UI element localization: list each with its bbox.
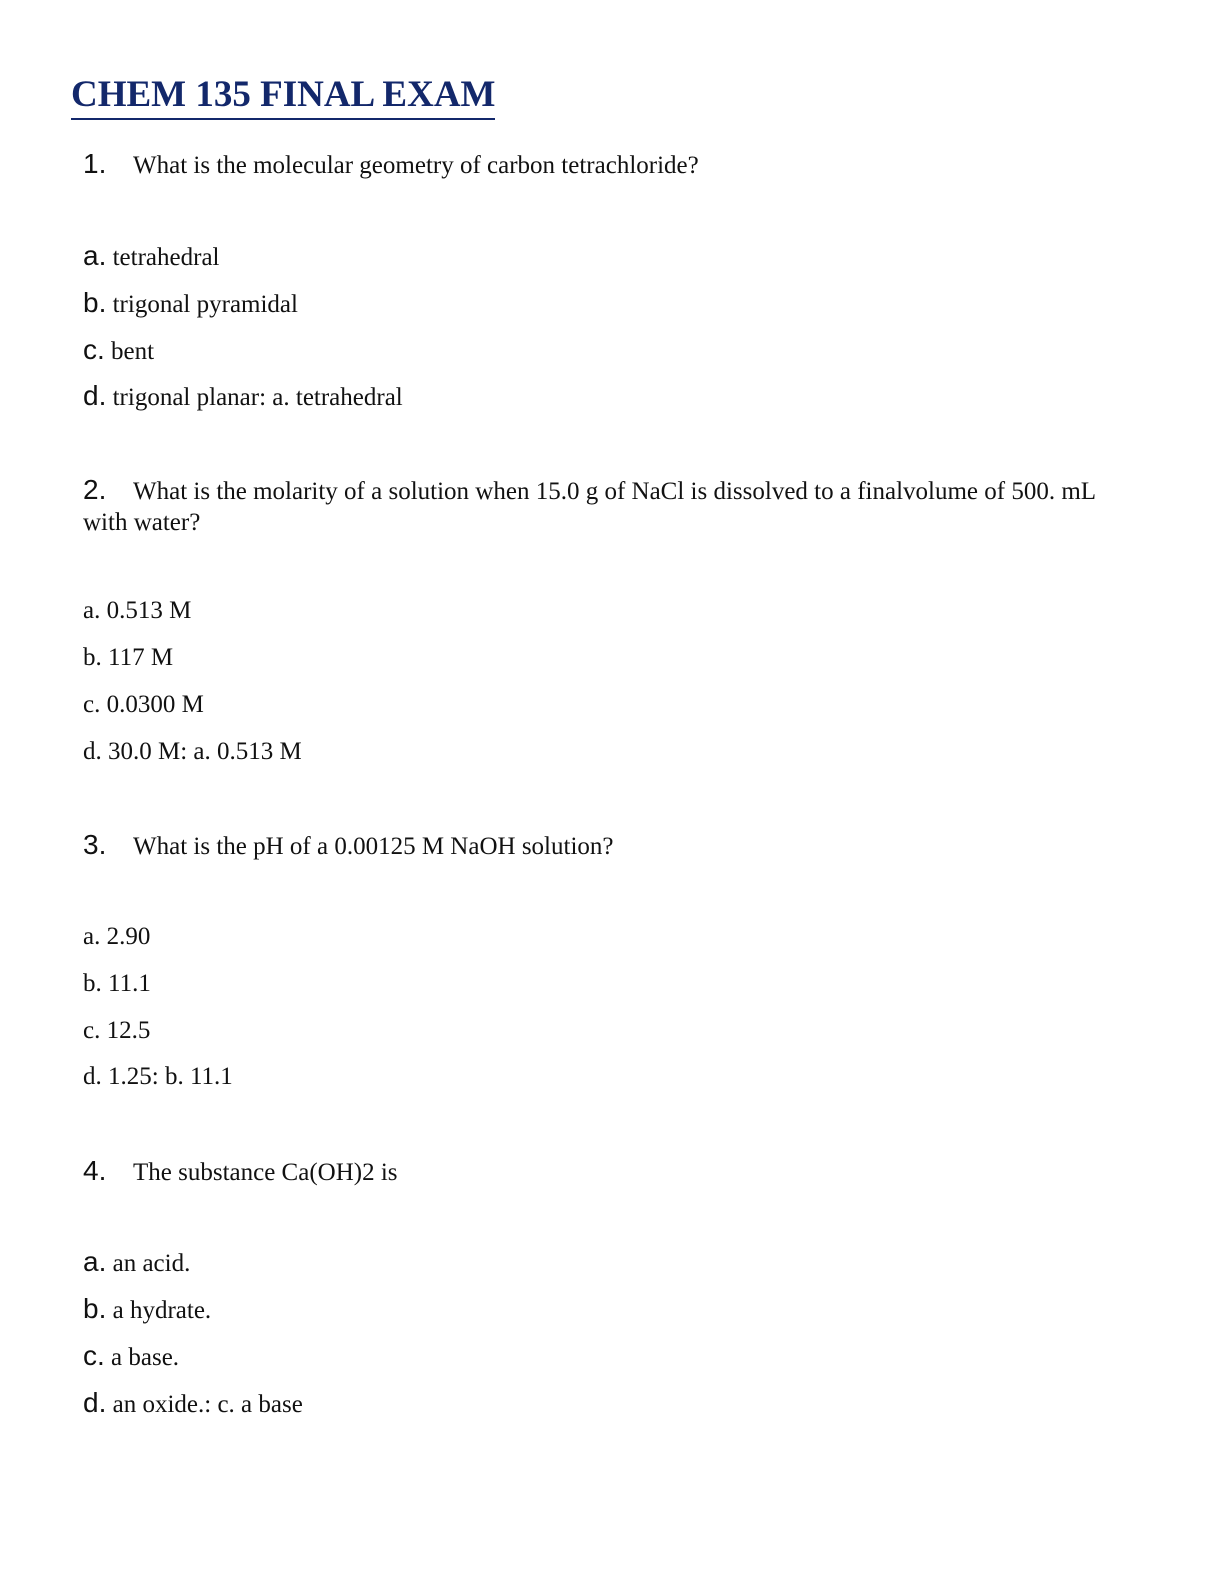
option-letter: b. [83,970,102,997]
option-text: 1.25: b. 11.1 [108,1063,233,1090]
option-text: 2.90 [106,923,151,950]
option-2b [83,642,173,673]
option-4a [83,1246,190,1279]
option-text: 117 M [108,644,174,671]
question-text: What is the molarity of a solution when 15.0 g of NaCl is dissolved to a finalvolume of 500. mL with water? [83,478,1096,536]
option-text: 0.0300 M [106,691,204,718]
option-letter: b. [83,644,102,671]
option-letter: c. [83,691,101,718]
option-4d [83,1387,303,1420]
option-text: trigonal planar: a. tetrahedral [112,384,403,411]
option-3c [83,1015,150,1046]
option-1c [83,334,154,367]
option-letter: c. [83,1340,105,1371]
question-text: What is the molecular geometry of carbon tetrachloride? [133,152,699,179]
option-1a [83,240,219,273]
option-letter: a. [83,923,101,950]
option-4c [83,1340,179,1373]
option-letter: a. [83,1246,107,1277]
option-text: tetrahedral [112,244,220,271]
option-4b [83,1293,211,1326]
option-text: 30.0 M: a. 0.513 M [108,738,302,765]
option-letter: c. [83,334,105,365]
option-text: a base. [111,1344,180,1371]
option-text: 11.1 [108,970,151,997]
question-3 [83,829,1143,862]
option-2c [83,689,204,720]
option-letter: d. [83,380,107,411]
question-number: 4. [83,1155,107,1186]
option-letter: d. [83,1063,102,1090]
option-1b [83,287,298,320]
page-title: CHEM 135 FINAL EXAM [71,72,495,120]
question-2 [83,474,1143,538]
question-text: What is the pH of a 0.00125 M NaOH solution? [133,833,614,860]
option-1d [83,380,403,413]
question-1 [83,148,1143,181]
option-text: 0.513 M [106,597,192,624]
question-number: 2. [83,474,107,505]
question-text: The substance Ca(OH)2 is [133,1159,398,1186]
option-text: trigonal pyramidal [112,291,298,318]
option-3a [83,921,150,952]
question-4 [83,1155,1143,1188]
option-letter: a. [83,597,101,624]
option-letter: b. [83,287,107,318]
option-text: 12.5 [106,1017,151,1044]
option-text: a hydrate. [112,1297,212,1324]
question-number: 1. [83,148,107,179]
option-text: an acid. [112,1250,191,1277]
question-number: 3. [83,829,107,860]
option-3d [83,1061,233,1092]
option-3b [83,968,151,999]
option-text: bent [111,338,155,365]
option-letter: d. [83,1387,107,1418]
option-2d [83,736,302,767]
option-text: an oxide.: c. a base [112,1391,303,1418]
option-letter: c. [83,1017,101,1044]
option-2a [83,595,191,626]
option-letter: b. [83,1293,107,1324]
option-letter: a. [83,240,107,271]
option-letter: d. [83,738,102,765]
